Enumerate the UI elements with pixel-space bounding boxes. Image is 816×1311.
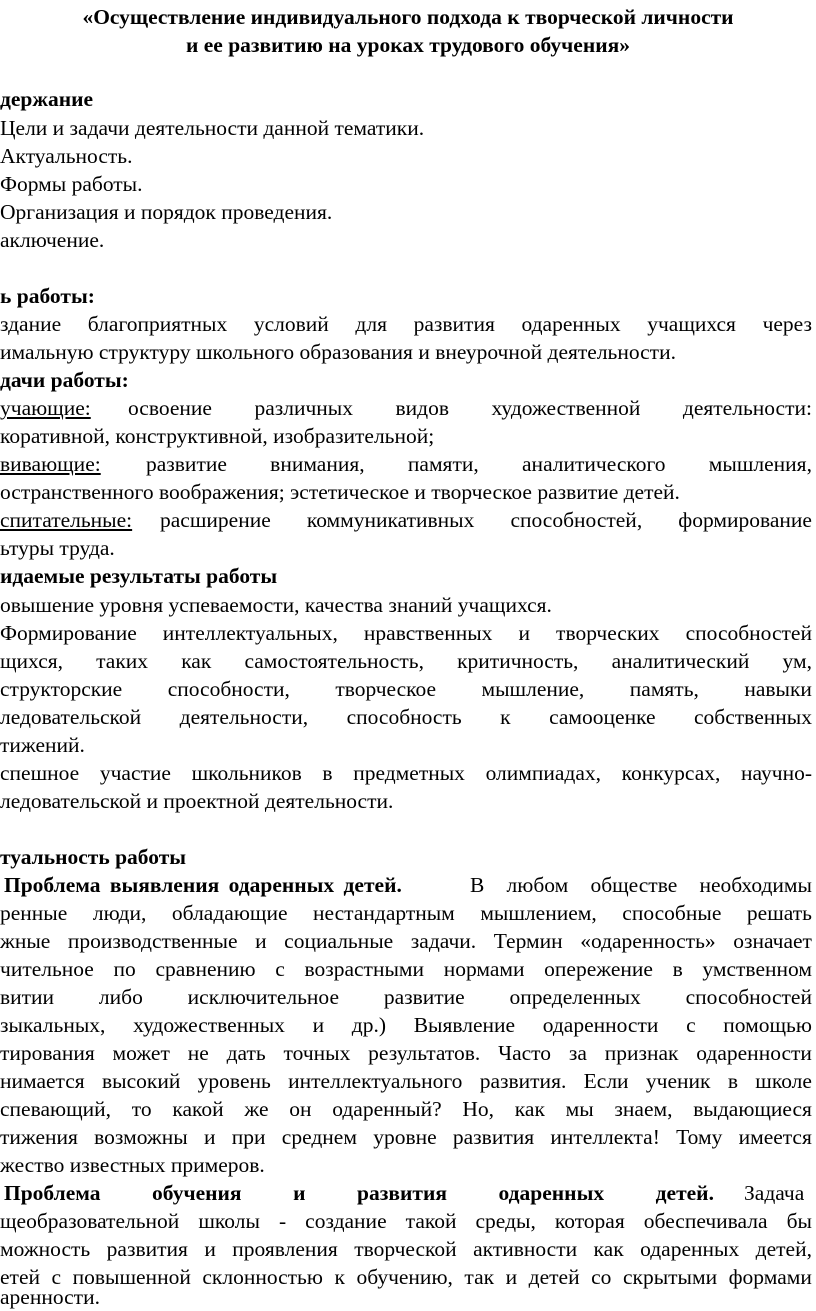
word: участие [99,761,171,785]
task-developing-line-2: остранственного воображения; эстетическое и творческое развитие детей. [0,480,680,504]
word: интеллектуального [288,1069,463,1093]
word: производственные [67,929,238,953]
contents-heading: держание [0,87,94,111]
word: освоение [128,396,212,420]
result-2-line-2 [0,647,812,675]
word: нестандартным [313,901,455,925]
word: и [505,1265,518,1289]
word: и [518,621,530,645]
word: развития [413,312,495,336]
word: одаренности [542,1013,659,1037]
word: навыки [744,677,812,701]
word: то [131,1097,152,1121]
word: «одаренность» [580,929,716,953]
word: задачи. [410,929,477,953]
task-upbringing-label: спитательные: [0,508,133,532]
word: Термин [493,929,563,953]
word: люди, [92,901,147,925]
result-2-line-1 [0,619,812,647]
goal-line-1 [0,310,812,338]
relevance-p2-line-1: Задача [744,1181,805,1205]
word: интеллекта! [550,1125,660,1149]
result-3-line-2: ледовательской и проектной деятельности. [0,789,394,813]
word: так [464,1265,495,1289]
word: нормами [443,957,525,981]
word: обеспечивала [643,1209,768,1233]
word: различных [254,396,353,420]
word: деятельности, [179,705,309,729]
word: В [470,873,485,897]
relevance-heading: туальность работы [0,845,187,869]
word: необходимы [699,873,812,897]
word: внимания, [270,452,365,476]
word: мышления, [708,452,812,476]
word: Если [583,1069,629,1093]
relevance-p2-line-2 [0,1207,812,1235]
word: к [334,1265,345,1289]
word: Проблема [4,1181,101,1205]
word: как [181,649,212,673]
word: здание [0,312,62,336]
word: обществе [590,873,678,897]
word: тижения [0,1125,78,1149]
word: Тому [676,1125,723,1149]
word: конкурсах, [621,761,721,785]
word: к [500,705,511,729]
document-title-line-1: «Осуществление индивидуального подхода к творческой личности [82,5,734,29]
word: активности [473,1237,578,1261]
word: условий [253,312,329,336]
word: расширение [160,508,271,532]
word: Формирование [0,621,137,645]
word: создание [305,1209,387,1233]
task-developing-line-1 [146,450,812,478]
word: социальные [284,929,394,953]
word: способные [622,901,722,925]
word: и [293,1181,306,1205]
word: ученик [645,1069,711,1093]
contents-item-4: Организация и порядок проведения. [0,200,333,224]
word: способностей, [510,508,643,532]
goal-heading: ь работы: [0,284,95,308]
word: Выявление [413,1013,516,1037]
word: др.) [351,1013,387,1037]
word: которая [554,1209,625,1233]
word: деятельности: [682,396,812,420]
relevance-p2-line-4 [0,1263,812,1291]
word: одаренный? [332,1097,442,1121]
result-2-line-5: тижений. [0,733,85,757]
word: памяти, [407,452,479,476]
task-educational-line-2: коративной, конструктивной, изобразительной; [0,424,435,448]
relevance-p2-line-5: аренности. [0,1285,100,1309]
word: детей. [655,1181,714,1205]
relevance-p2-bold [4,1179,714,1207]
word: можность [0,1237,91,1261]
word: и [204,1237,216,1261]
word: одаренных [498,1181,605,1205]
word: возможны [94,1125,188,1149]
word: в [727,1069,738,1093]
task-educational-line-1 [128,394,812,422]
word: либо [98,985,143,1009]
word: Но, [462,1097,495,1121]
word: память, [629,677,699,701]
word: имеется [738,1125,812,1149]
word: детей [528,1265,580,1289]
word: обучения [152,1181,242,1205]
word: творческое [335,677,437,701]
word: высокий [101,1069,181,1093]
word: способностей [685,621,812,645]
result-3-line-1 [0,759,812,787]
word: умственном [702,957,812,981]
word: определенных [509,985,641,1009]
contents-item-5: аключение. [0,228,105,252]
word: в [672,957,683,981]
word: любом [506,873,569,897]
word: с [686,1013,696,1037]
word: развития [106,1237,188,1261]
word: способность [346,705,462,729]
word: спевающий, [0,1097,112,1121]
word: среднем [281,1125,357,1149]
tasks-heading: дачи работы: [0,368,129,392]
word: жные [0,929,51,953]
word: сравнению [155,957,256,981]
contents-item-1: Цели и задачи деятельности данной тематики. [0,116,425,140]
word: за [568,1041,587,1065]
word: развития. [479,1069,567,1093]
relevance-p1-line-6 [0,1011,812,1039]
relevance-p2-line-3 [0,1235,812,1263]
word: мышлением, [480,901,597,925]
word: самостоятельность, [244,649,424,673]
word: при [231,1125,266,1149]
word: не [187,1041,209,1065]
relevance-p1-line-7 [0,1039,812,1067]
word: такой [405,1209,457,1233]
relevance-p1-line-5 [0,983,812,1011]
goal-line-2: имальную структуру школьного образования и внеурочной деятельности. [0,340,676,364]
word: исключительное [187,985,339,1009]
word: собственных [694,705,812,729]
word: помощью [723,1013,812,1037]
word: через [762,312,812,336]
word: школы [198,1209,260,1233]
word: по [113,957,136,981]
contents-item-3: Формы работы. [0,172,143,196]
word: щихся, [0,649,63,673]
document-title-line-2: и ее развитию на уроках трудового обучения» [185,33,631,57]
relevance-p1-line-1 [470,871,812,899]
word: одаренных [521,312,621,336]
word: точных [283,1041,351,1065]
word: одаренности [696,1041,812,1065]
word: с [275,957,285,981]
word: формами [728,1265,812,1289]
word: выдающиеся [693,1097,812,1121]
task-upbringing-line-1 [160,506,812,534]
word: и [204,1125,216,1149]
result-1: овышение уровня успеваемости, качества знаний учащихся. [0,593,552,617]
relevance-p1-line-10 [0,1123,812,1151]
word: тирования [0,1041,95,1065]
word: знаем, [614,1097,673,1121]
word: формирование [678,508,812,532]
task-educational-label: учающие: [0,396,91,420]
word: и [312,1013,325,1037]
word: школе [755,1069,812,1093]
word: творческой [354,1237,457,1261]
word: щеобразовательной [0,1209,180,1233]
word: для [355,312,387,336]
word: развития [357,1181,447,1205]
word: обладающие [171,901,288,925]
word: развитие [146,452,227,476]
word: нимается [0,1069,85,1093]
word: чительное [0,957,94,981]
relevance-p1-line-3 [0,927,812,955]
word: означает [733,929,812,953]
word: развитие [383,985,465,1009]
word: среды, [475,1209,536,1233]
word: возрастными [304,957,425,981]
word: в [322,761,333,785]
word: дать [226,1041,266,1065]
word: развития [452,1125,535,1149]
word: - [278,1209,287,1233]
word: одаренных [640,1237,740,1261]
word: он [289,1097,312,1121]
word: склонностью [202,1265,323,1289]
word: учащихся [647,312,736,336]
task-upbringing-line-2: ьтуры труда. [0,536,115,560]
relevance-p1-bold: Проблема выявления одаренных детей. [4,873,402,897]
word: творческих [556,621,660,645]
word: критичность, [457,649,579,673]
task-developing-label: вивающие: [0,452,101,476]
word: аналитического [522,452,666,476]
word: и [255,929,267,953]
word: результатов. [368,1041,481,1065]
word: опережение [544,957,653,981]
word: как [593,1237,624,1261]
word: витии [0,985,55,1009]
word: же [244,1097,269,1121]
relevance-p1-line-8 [0,1067,812,1095]
word: способностей [685,985,812,1009]
word: проявления [232,1237,338,1261]
word: нравственных [363,621,493,645]
word: какой [172,1097,224,1121]
word: интеллектуальных, [162,621,338,645]
relevance-p1-line-4 [0,955,812,983]
word: повышенной [72,1265,191,1289]
word: со [591,1265,612,1289]
word: обучению, [356,1265,453,1289]
relevance-p1-line-11: жество известных примеров. [0,1153,265,1177]
word: спешное [0,761,80,785]
contents-item-2: Актуальность. [0,144,133,168]
word: етей [0,1265,40,1289]
word: зыкальных, [0,1013,106,1037]
word: признак [604,1041,679,1065]
word: способности, [167,677,290,701]
word: ледовательской [0,705,142,729]
relevance-p1-line-2 [0,899,812,927]
word: уровень [197,1069,271,1093]
word: мы [565,1097,594,1121]
word: уровне [373,1125,437,1149]
word: олимпиадах, [485,761,602,785]
word: коммуникативных [306,508,475,532]
result-2-line-4 [0,703,812,731]
word: школьников [191,761,302,785]
word: аналитический [611,649,750,673]
word: может [112,1041,170,1065]
word: Часто [498,1041,552,1065]
word: ренные [0,901,68,925]
results-heading: идаемые результаты работы [0,564,278,588]
word: ум, [782,649,812,673]
word: детей, [755,1237,812,1261]
word: мышление, [481,677,585,701]
result-2-line-3 [0,675,812,703]
word: таких [96,649,149,673]
word: с [51,1265,62,1289]
word: структорские [0,677,123,701]
word: скрытыми [622,1265,718,1289]
word: предметных [353,761,465,785]
word: научно- [741,761,812,785]
word: художественной [491,396,641,420]
word: как [514,1097,545,1121]
word: художественных [133,1013,285,1037]
word: самооценке [549,705,656,729]
word: решать [746,901,812,925]
word: бы [786,1209,812,1233]
relevance-p1-line-9 [0,1095,812,1123]
word: видов [395,396,449,420]
word: благоприятных [87,312,228,336]
